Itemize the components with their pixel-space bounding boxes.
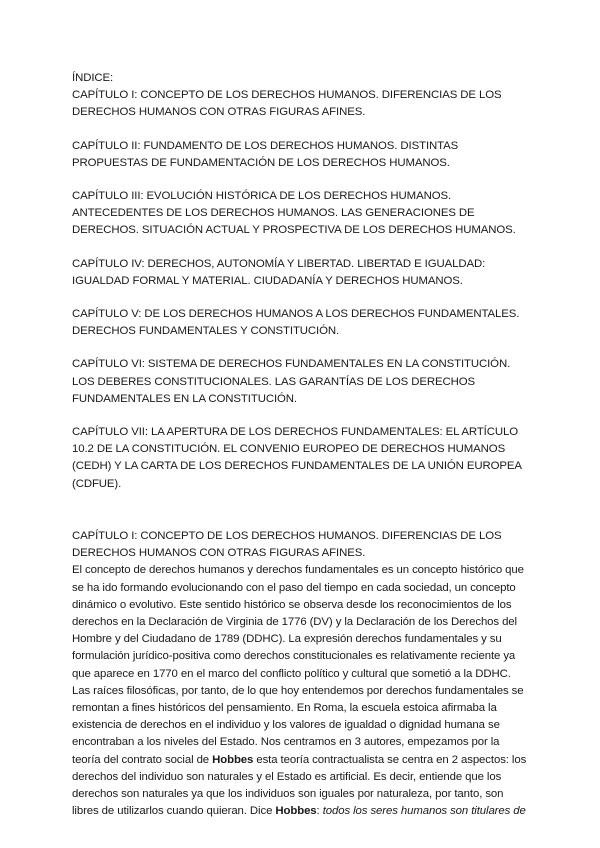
toc-entry-chapter-3: CAPÍTULO III: EVOLUCIÓN HISTÓRICA DE LOS DERECHOS HUMANOS. ANTECEDENTES DE LOS DERECHOS HUMANOS. LAS GENERACIONES DE DERECHOS. SITUACIÓN ACTUAL Y PROSPECTIVA DE LOS DERECHOS HUMANOS.: [72, 190, 516, 237]
body-text-part-2: esta teoría contractualista se centra en 2 aspectos: los derechos del individuo son naturales y el Estado es artificial. Es decir, entiende que los derechos son naturales ya que los individuos son iguales por naturaleza, por tanto, son libres de utilizarlos cuando quieran. Dice: [72, 753, 527, 818]
chapter-title: CAPÍTULO I: CONCEPTO DE LOS DERECHOS HUMANOS. DIFERENCIAS DE LOS DERECHOS HUMANOS CON OTRAS FIGURAS AFINES.: [72, 530, 502, 560]
body-text-part-1: El concepto de derechos humanos y derechos fundamentales es un concepto histórico que se ha ido formando evolucionando con el paso del tiempo en cada sociedad, un concepto dinámico o evolutivo. Este sentido histórico se observa desde los reconocimientos de los derechos en la Declaración de Virginia de 1776 (DV) y la Declaración de los Derechos del Hombre y del Ciudadano de 1789 (DDHC). La expresión derechos fundamentales y su formulación jurídico-positiva como derechos constitucionales es relativamente reciente ya que aparece en 1770 en el marco del conflicto político y cultural que sometió a la DDHC. Las raíces filosóficas, por tanto, de lo que hoy entendemos por derechos fundamentales se remontan a fines históricos del pensamiento. En Roma, la escuela estoica afirmaba la existencia de derechos en el individuo y los valores de igualdad o dignidad humana se encontraban a los niveles del Estado. Nos centramos en 3 autores, empezamos por la teoría del contrato social de: [72, 564, 524, 766]
italic-quote: todos los seres humanos son titulares de: [322, 805, 526, 818]
author-name-hobbes: Hobbes: [212, 753, 254, 766]
toc-entry-chapter-7: CAPÍTULO VII: LA APERTURA DE LOS DERECHOS FUNDAMENTALES: EL ARTÍCULO 10.2 DE LA CONSTITUCIÓN. EL CONVENIO EUROPEO DE DERECHOS HUMANOS (CEDH) Y LA CARTA DE LOS DERECHOS FUNDAMENTALES DE LA UNIÓN EUROPEA (CDFUE).: [72, 426, 522, 490]
toc-entry-chapter-1: CAPÍTULO I: CONCEPTO DE LOS DERECHOS HUMANOS. DIFERENCIAS DE LOS DERECHOS HUMANOS CON OTRAS FIGURAS AFINES.: [72, 89, 502, 119]
toc-entry-chapter-5: CAPÍTULO V: DE LOS DERECHOS HUMANOS A LOS DERECHOS FUNDAMENTALES. DERECHOS FUNDAMENTALES Y CONSTITUCIÓN.: [72, 308, 520, 338]
toc-entry-chapter-4: CAPÍTULO IV: DERECHOS, AUTONOMÍA Y LIBERTAD. LIBERTAD E IGUALDAD: IGUALDAD FORMAL Y MATERIAL. CIUDADANÍA Y DERECHOS HUMANOS.: [72, 257, 486, 287]
author-name-hobbes-2: Hobbes: [275, 805, 317, 818]
table-of-contents: [72, 70, 528, 509]
chapter-section: [72, 528, 528, 820]
chapter-body-paragraph: [72, 562, 528, 820]
toc-entry-chapter-2: CAPÍTULO II: FUNDAMENTO DE LOS DERECHOS HUMANOS. DISTINTAS PROPUESTAS DE FUNDAMENTACIÓN DE LOS DERECHOS HUMANOS.: [72, 139, 459, 169]
body-text-part-3: :: [316, 805, 323, 818]
toc-entry-chapter-6: CAPÍTULO VI: SISTEMA DE DERECHOS FUNDAMENTALES EN LA CONSTITUCIÓN. LOS DEBERES CONSTITUCIONALES. LAS GARANTÍAS DE LOS DERECHOS FUNDAMENTALES EN LA CONSTITUCIÓN.: [72, 358, 511, 405]
toc-heading: ÍNDICE:: [72, 72, 114, 84]
